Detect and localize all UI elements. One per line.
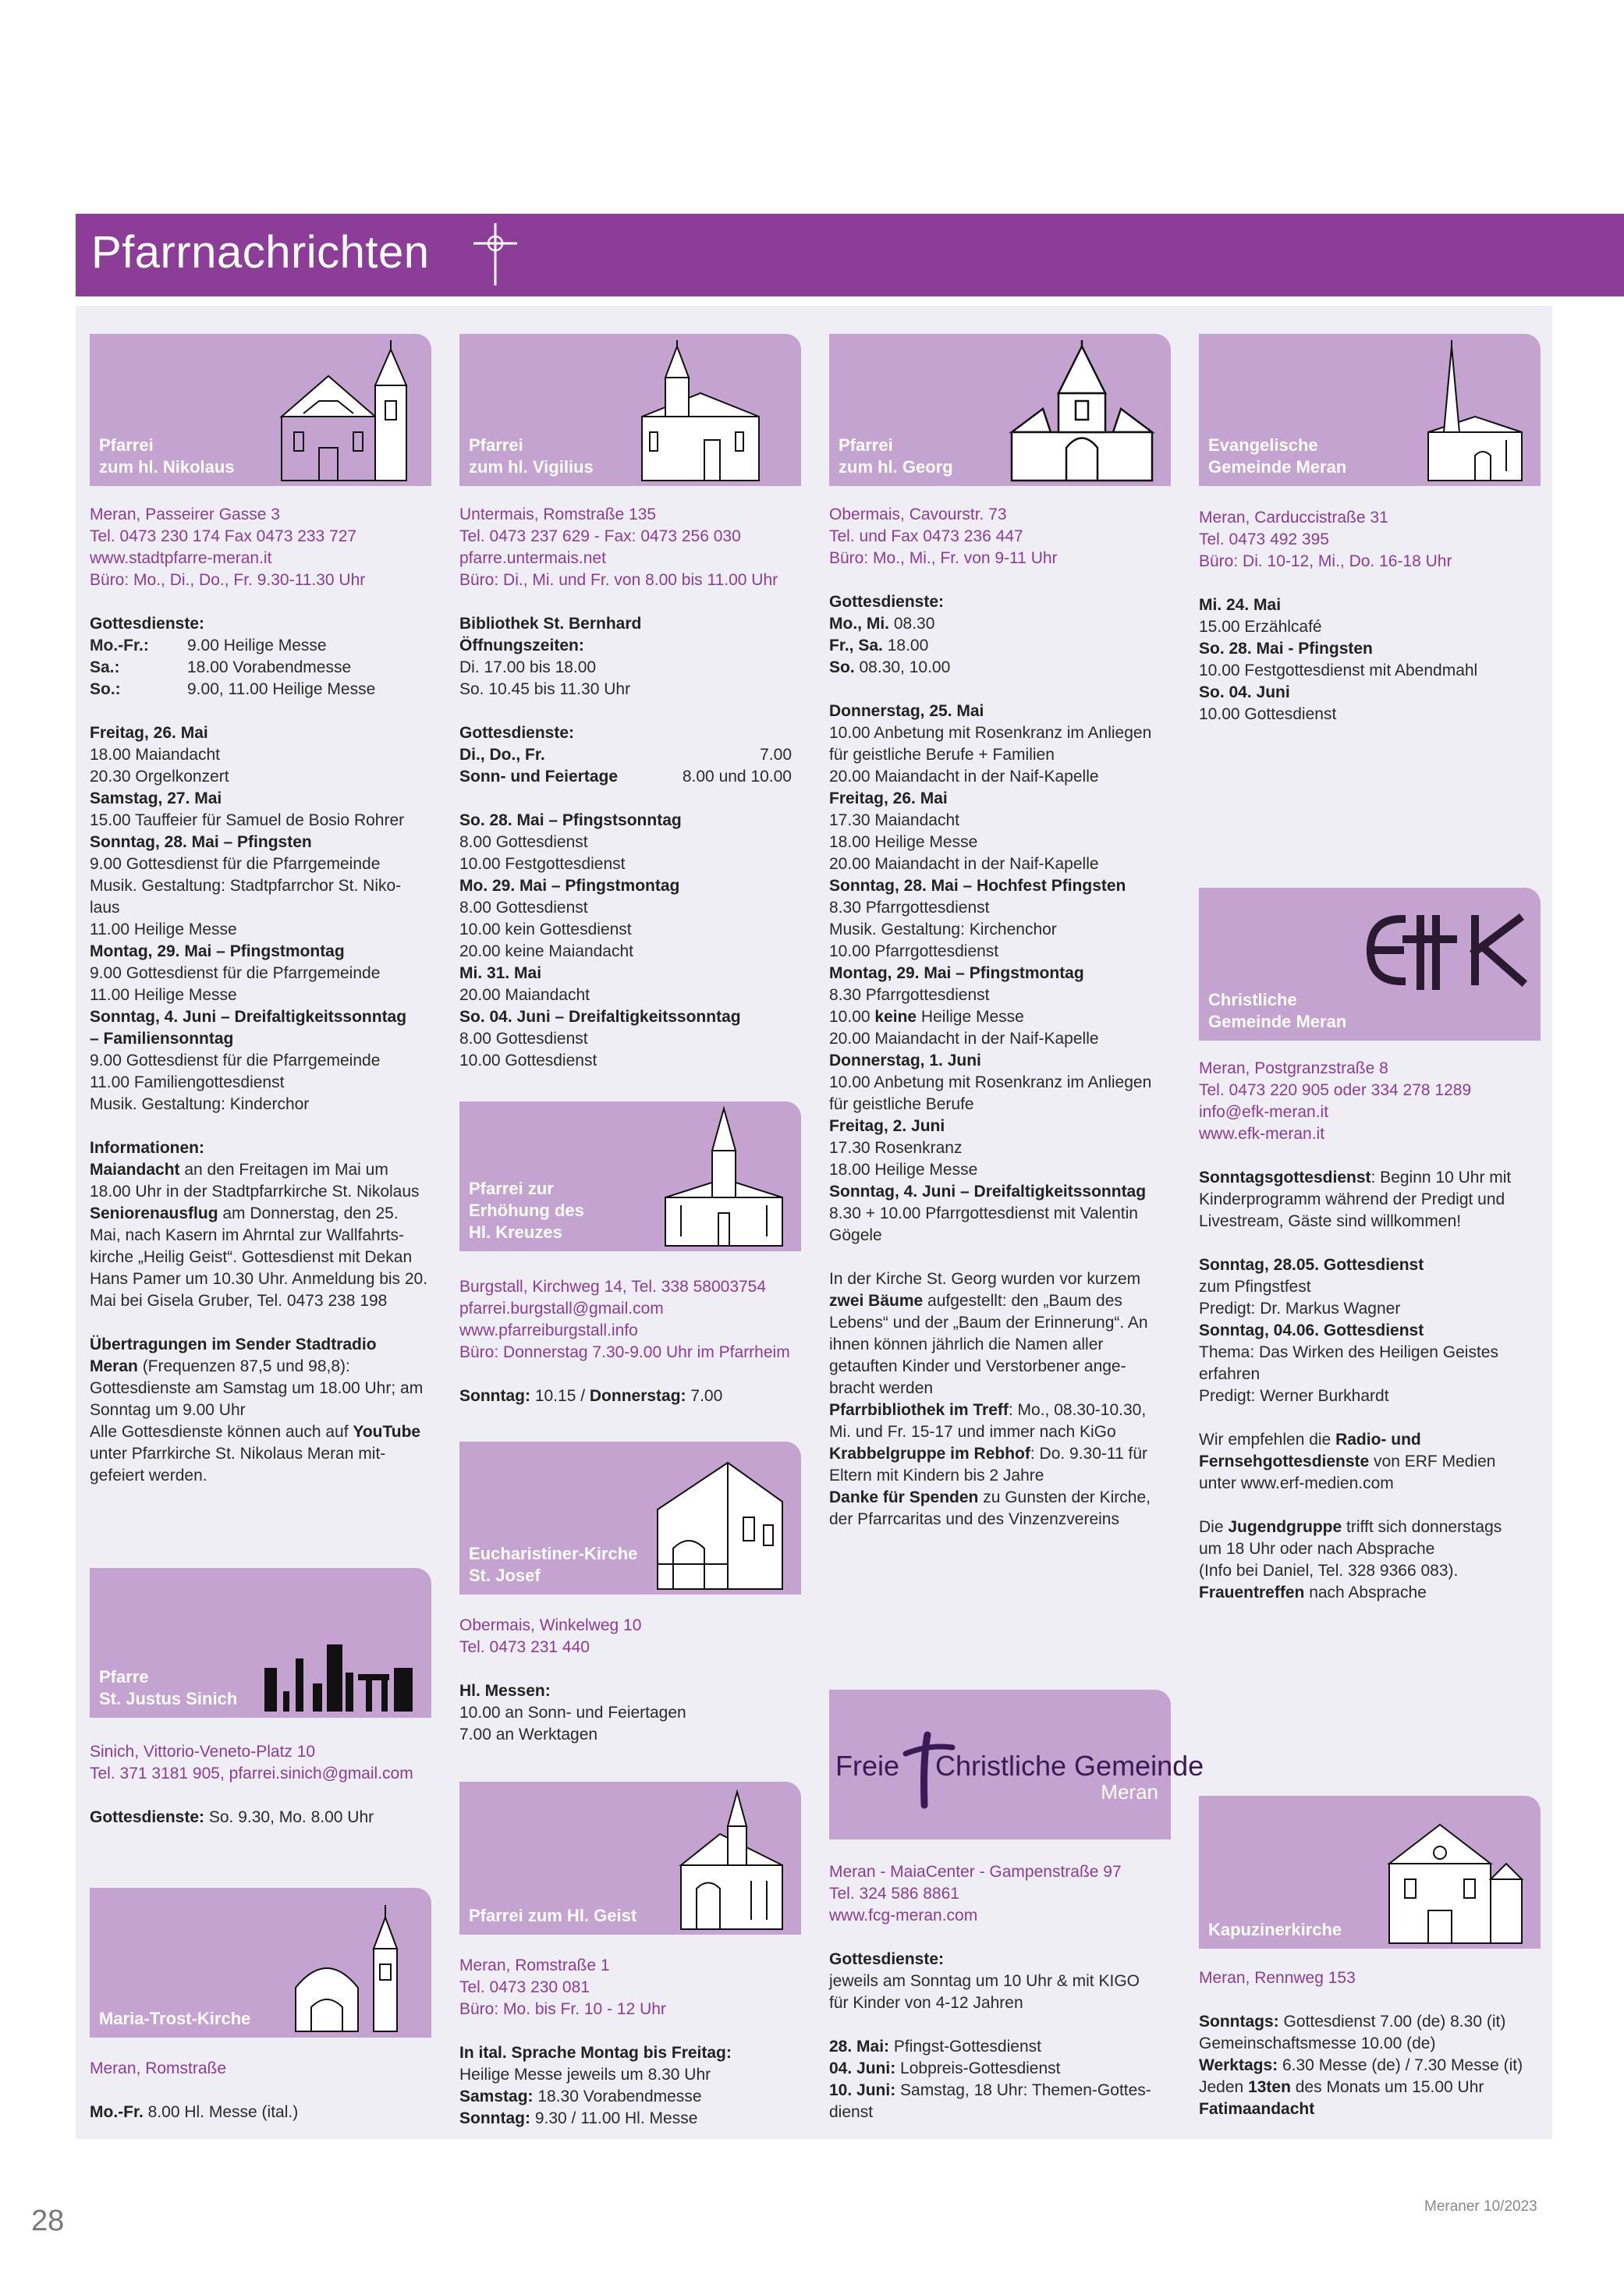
church-illustration — [658, 1104, 790, 1248]
info-pfarre-justus: Sinich, Vittorio-Veneto-Platz 10 Tel. 371 3181 905, pfarrei.sinich@gmail.com Gottesdienste: So. 9.30, Mo. 8.00 Uhr — [90, 1743, 413, 1826]
church-illustration — [1420, 339, 1530, 483]
info-kapuzinerkirche: Meran, Rennweg 153 Sonntags: Gottesdienst 7.00 (de) 8.30 (it) Gemeinschaftsmesse 10.00 (de) Werktags: 6.30 Messe (de) / 7.30 Messe (it) Jeden 13ten des Monats um 15.00 Uhr Fatimaandacht — [1199, 1969, 1523, 2118]
card-pfarrei-hl-kreuz — [459, 1101, 801, 1251]
email-link[interactable]: pfarrei.burgstall@gmail.com — [459, 1300, 664, 1318]
card-label: Christliche Gemeinde Meran — [1208, 990, 1347, 1031]
info-pfarrei-hl-geist: Meran, Romstraße 1 Tel. 0473 230 081 Büro: Mo. bis Fr. 10 - 12 Uhr In ital. Sprache Montag bis Freitag: Heilige Messe jeweils um 8.30 Uhr Samstag: 18.30 Vorabendmesse Sonntag: 9.30 / 11.00 Hl. Messe — [459, 1956, 732, 2127]
info-freie-christliche-gemeinde: Meran - MaiaCenter - Gampenstraße 97 Tel. 324 586 8861 www.fcg-meran.com Gottesdienste: jeweils am Sonntag um 10 Uhr & mit KIGO für Kinder von 4-12 Jahren 28. Mai: Pfingst-Gottesdienst 04. Juni: Lobpreis-Gottesdienst 10. Juni: Samstag, 18 Uhr: Themen-Gottes- dienst — [829, 1863, 1151, 2121]
church-illustration — [673, 1787, 790, 1932]
info-pfarrei-vigilius: Untermais, Romstraße 135 Tel. 0473 237 629 - Fax: 0473 256 030 pfarre.untermais.net Büro: Di., Mi. und Fr. von 8.00 bis 11.00 Uhr Bibliothek St. Bernhard Öffnungszeiten: Di. 17.00 bis 18.00 So. 10.45 bis 11.30 Uhr Gottesdienste: Di., Do., Fr. 7.00 Sonn- und Feiertage 8.00 und 10.00 So. 28. Mai – Pfingstsonntag 8.00 Gottesdienst 10.00 Festgottesdienst Mo. 29. Mai – Pfingstmontag 8.00 Gottesdienst 10.00 kein Gottesdienst 20.00 keine Maiandacht Mi. 31. Mai 20.00 Maiandacht So. 04. Juni – Dreifaltigkeitssonntag 8.00 Gottesdienst 10.00 Gottesdienst — [459, 506, 792, 1070]
card-label: Maria-Trost-Kirche — [99, 2009, 251, 2028]
cross-icon — [472, 222, 519, 287]
info-pfarrei-hl-kreuz: Burgstall, Kirchweg 14, Tel. 338 58003754 pfarrei.burgstall@gmail.com www.pfarreiburgstall.info Büro: Donnerstag 7.30-9.00 Uhr im Pfarrheim Sonntag: 10.15 / Donnerstag: 7.00 — [459, 1278, 790, 1405]
card-pfarre-justus — [90, 1568, 431, 1718]
card-eucharistiner-kirche — [459, 1442, 801, 1595]
church-illustration — [249, 1598, 420, 1715]
card-pfarrei-vigilius — [459, 334, 801, 486]
info-maria-trost-kirche: Meran, Romstraße Mo.-Fr. 8.00 Hl. Messe (ital.) — [90, 2059, 299, 2121]
church-illustration — [272, 339, 420, 483]
card-label: Kapuzinerkirche — [1208, 1920, 1342, 1939]
info-efk-christliche-gemeinde: Meran, Postgranzstraße 8 Tel. 0473 220 905 oder 334 278 1289 info@efk-meran.it www.efk-meran.it Sonntagsgottesdienst: Beginn 10 Uhr mit Kinderprogramm während der Predigt und Livestream, Gäste sind willkommen! Sonntag, 28.05. Gottesdienst zum Pfingstfest Predigt: Dr. Markus Wagner Sonntag, 04.06. Gottesdienst Thema: Das Wirken des Heiligen Geistes erfahren Predigt: Werner Burkhardt Wir empfehlen die Radio- und Fernsehgottesdienste von ERF Medien unter www.erf-medien.com Die Jugendgruppe trifft sich donnerstags um 18 Uhr oder nach Absprache (Info bei Daniel, Tel. 328 9366 083). Frauentreffen nach Absprache — [1199, 1059, 1512, 1602]
website-link[interactable]: www.efk-meran.it — [1199, 1125, 1325, 1143]
info-evangelische-gemeinde: Meran, Carduccistraße 31 Tel. 0473 492 395 Büro: Di. 10-12, Mi., Do. 16-18 Uhr Mi. 24. Mai 15.00 Erzählcafé So. 28. Mai - Pfingsten 10.00 Festgottesdienst mit Abendmahl So. 04. Juni 10.00 Gottesdienst — [1199, 509, 1478, 723]
church-illustration — [642, 1447, 790, 1591]
section-header — [76, 214, 1624, 296]
website-link[interactable]: www.fcg-meran.com — [829, 1907, 978, 1924]
card-label: Eucharistiner-Kirche St. Josef — [469, 1544, 638, 1585]
website-link[interactable]: pfarre.untermais.net — [459, 549, 606, 567]
svg-text:Freie: Freie — [835, 1750, 900, 1782]
church-illustration — [288, 1902, 420, 2034]
card-efk-christliche-gemeinde — [1199, 888, 1541, 1041]
card-label: Evangelische Gemeinde Meran — [1208, 435, 1347, 477]
church-illustration — [1004, 339, 1160, 483]
card-pfarrei-nikolaus — [90, 334, 431, 486]
card-evangelische-gemeinde — [1199, 334, 1541, 486]
card-label: Pfarrei zum hl. Nikolaus — [99, 435, 235, 477]
fcg-logo — [835, 1721, 1204, 1807]
church-illustration — [1381, 1801, 1530, 1946]
efk-logo — [1366, 908, 1530, 994]
card-freie-christliche-gemeinde — [829, 1690, 1204, 1839]
card-label: Pfarrei zum hl. Vigilius — [469, 435, 594, 477]
card-pfarrei-georg — [829, 334, 1171, 486]
svg-text:Christliche Gemeinde: Christliche Gemeinde — [935, 1750, 1204, 1782]
card-label: Pfarre St. Justus Sinich — [99, 1667, 238, 1708]
info-pfarrei-georg: Obermais, Cavourstr. 73 Tel. und Fax 0473 236 447 Büro: Mo., Mi., Fr. von 9-11 Uhr Gottesdienste: Mo., Mi. 08.30 Fr., Sa. 18.00 So. 08.30, 10.00 Donnerstag, 25. Mai 10.00 Anbetung mit Rosenkranz im Anliegen für geistliche Berufe + Familien 20.00 Maiandacht in der Naif-Kapelle Freitag, 26. Mai 17.30 Maiandacht 18.00 Heilige Messe 20.00 Maiandacht in der Naif-Kapelle Sonntag, 28. Mai – Hochfest Pfingsten 8.30 Pfarrgottesdienst Musik. Gestaltung: Kirchenchor 10.00 Pfarrgottesdienst Montag, 29. Mai – Pfingstmontag 8.30 Pfarrgottesdienst 10.00 keine Heilige Messe 20.00 Maiandacht in der Naif-Kapelle Donnerstag, 1. Juni 10.00 Anbetung mit Rosenkranz im Anliegen für geistliche Berufe Freitag, 2. Juni 17.30 Rosenkranz 18.00 Heilige Messe Sonntag, 4. Juni – Dreifaltigkeitssonntag 8.30 + 10.00 Pfarrgottesdienst mit Valentin Gögele In der Kirche St. Georg wurden vor kurzem zwei Bäume aufgestellt: den „Baum des Lebens“ und der „Baum der Erinnerung“. An ihnen können jährlich die Namen aller getauften Kinder und Verstorbener ange- bracht werden Pfarrbibliothek im Treff: Mo., 08.30-10.30, Mi. und Fr. 15-17 und immer nach KiGo Krabbelgruppe im Rebhof: Do. 9.30-11 für Eltern mit Kindern bis 2 Jahre Danke für Spenden zu Gunsten der Kirche, der Pfarrcaritas und des Vinzenzvereins — [829, 506, 1152, 1528]
website-link[interactable]: www.stadtpfarre-meran.it — [90, 549, 272, 567]
church-illustration — [634, 339, 790, 483]
page-number: 28 — [31, 2205, 65, 2237]
email-link[interactable]: info@efk-meran.it — [1199, 1103, 1329, 1121]
card-label: Pfarrei zur Erhöhung des Hl. Kreuzes — [469, 1179, 584, 1242]
card-label: Pfarrei zum Hl. Geist — [469, 1906, 637, 1925]
card-label: Pfarrei zum hl. Georg — [839, 435, 953, 477]
info-eucharistiner-kirche: Obermais, Winkelweg 10 Tel. 0473 231 440 Hl. Messen: 10.00 an Sonn- und Feiertagen 7.00 an Werktagen — [459, 1616, 686, 1744]
section-title: Pfarrnachrichten — [91, 227, 430, 278]
info-pfarrei-nikolaus: Meran, Passeirer Gasse 3 Tel. 0473 230 174 Fax 0473 233 727 www.stadtpfarre-meran.it Büro: Mo., Di., Do., Fr. 9.30-11.30 Uhr Gottesdienste: Mo.-Fr.: 9.00 Heilige Messe Sa.: 18.00 Vorabendmesse So.: 9.00, 11.00 Heilige Messe Freitag, 26. Mai 18.00 Maiandacht 20.30 Orgelkonzert Samstag, 27. Mai 15.00 Tauffeier für Samuel de Bosio Rohrer Sonntag, 28. Mai – Pfingsten 9.00 Gottesdienst für die Pfarrgemeinde Musik. Gestaltung: Stadtpfarrchor St. Niko- laus 11.00 Heilige Messe Montag, 29. Mai – Pfingstmontag 9.00 Gottesdienst für die Pfarrgemeinde 11.00 Heilige Messe Sonntag, 4. Juni – Dreifaltigkeitssonntag – Familiensonntag 9.00 Gottesdienst für die Pfarrgemeinde 11.00 Familiengottesdienst Musik. Gestaltung: Kinderchor Informationen: Maiandacht an den Freitagen im Mai um 18.00 Uhr in der Stadtpfarrkirche St. Nikolaus Seniorenausflug am Donnerstag, den 25. Mai, nach Kasern im Ahrntal zur Wallfahrts- kirche „Heilig Geist“. Gottesdienst mit Dekan Hans Pamer um 10.30 Uhr. Anmeldung bis 20. Mai bei Gisela Gruber, Tel. 0473 238 198 Übertragungen im Sender Stadtradio Meran (Frequenzen 87,5 und 98,8): Gottesdienste am Samstag um 18.00 Uhr; am Sonntag um 9.00 Uhr Alle Gottesdienste können auch auf YouTube unter Pfarrkirche St. Nikolaus Meran mit- gefeiert werden. — [90, 506, 428, 1485]
card-kapuzinerkirche — [1199, 1796, 1541, 1949]
website-link[interactable]: www.pfarreiburgstall.info — [459, 1321, 638, 1339]
issue-label: Meraner 10/2023 — [1424, 2198, 1537, 2215]
card-pfarrei-hl-geist — [459, 1782, 801, 1935]
svg-text:Meran: Meran — [1101, 1780, 1158, 1804]
card-maria-trost-kirche — [90, 1888, 431, 2038]
